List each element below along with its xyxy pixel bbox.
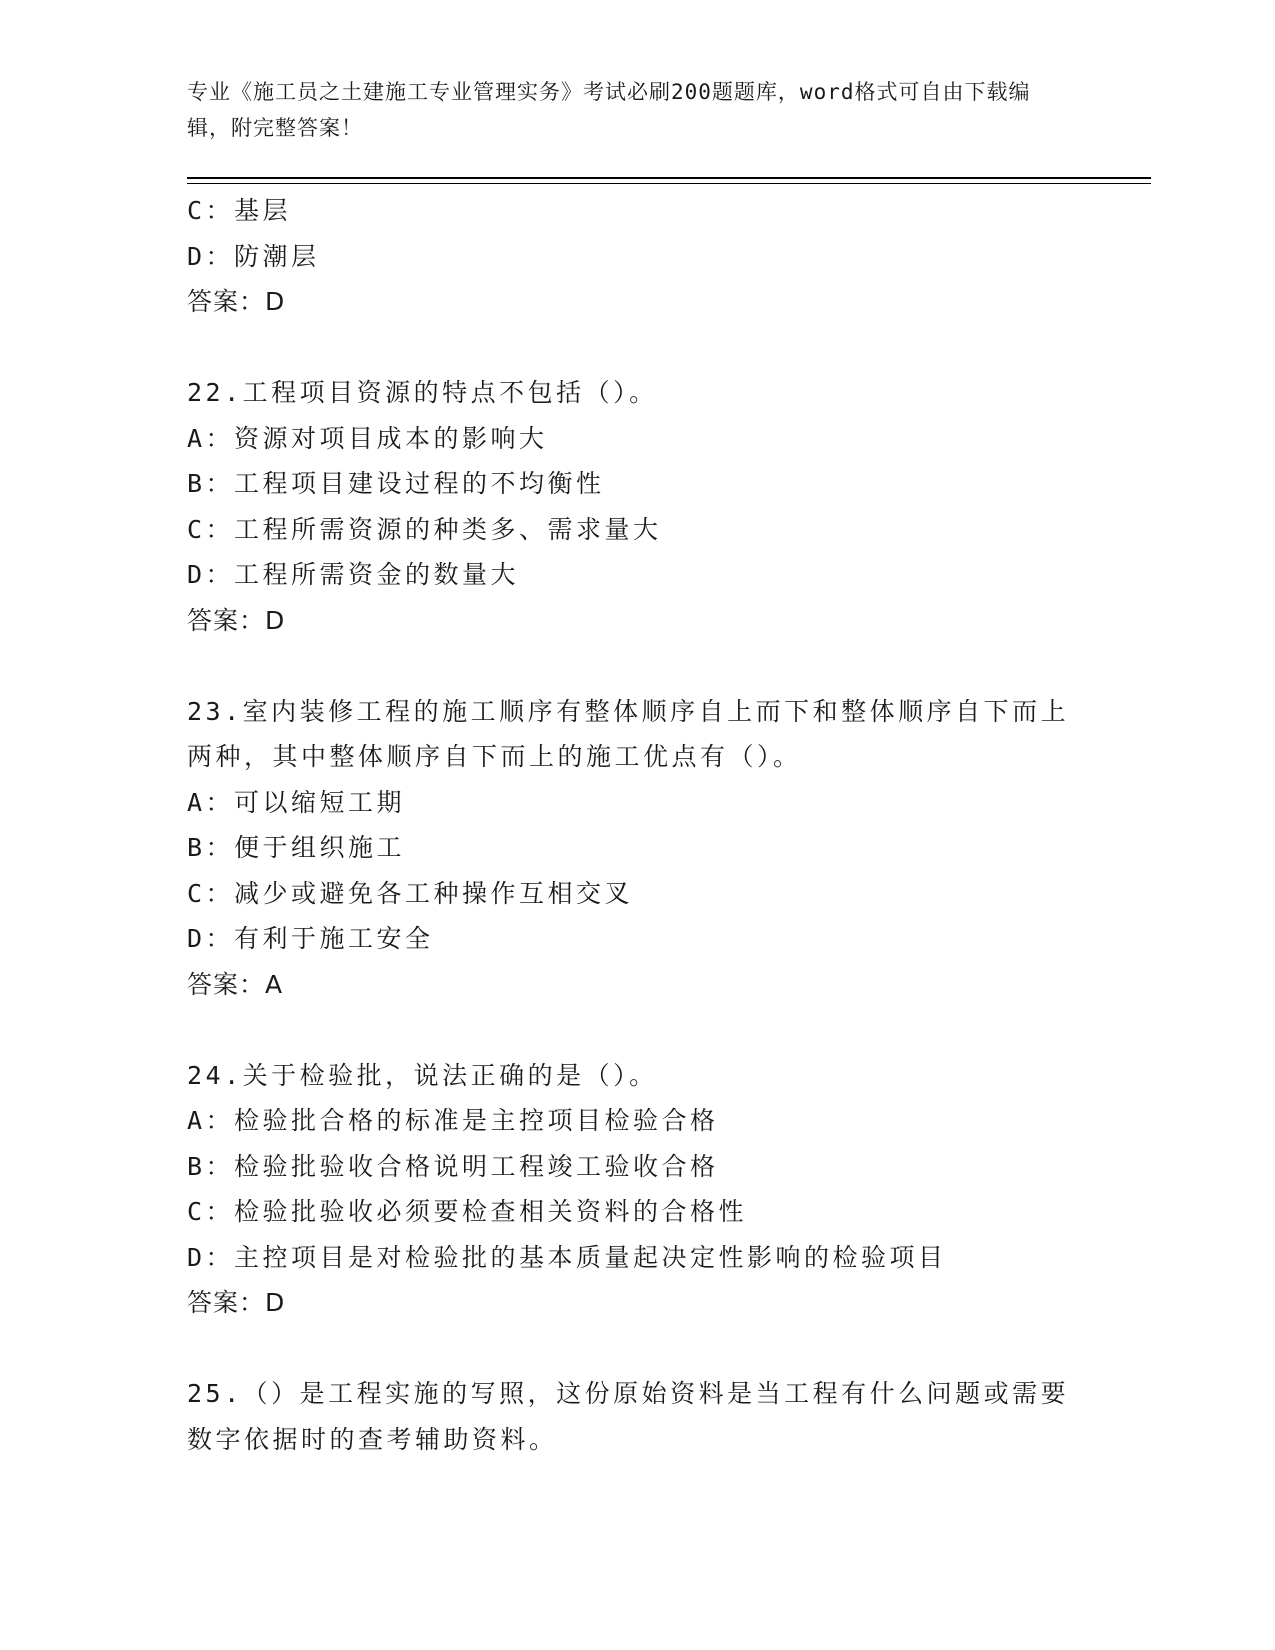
option-d: D：工程所需资金的数量大	[187, 560, 520, 589]
option-a: A：资源对项目成本的影响大	[187, 423, 548, 453]
option-d: D：主控项目是对检验批的基本质量起决定性影响的检验项目	[187, 1242, 947, 1272]
question-24	[187, 1053, 1087, 1372]
option-c: C：减少或避免各工种操作互相交叉	[187, 878, 634, 908]
header-divider-thick	[187, 177, 1151, 179]
option-a: A：检验批合格的标准是主控项目检验合格	[187, 1106, 719, 1135]
question-23	[187, 689, 1087, 1053]
question-text: 22.工程项目资源的特点不包括（）。	[187, 378, 658, 407]
spacer	[187, 1007, 1087, 1053]
answer-line: 答案：D	[187, 287, 286, 316]
option-b: B：便于组织施工	[187, 833, 406, 862]
option-c: C：工程所需资源的种类多、需求量大	[187, 514, 662, 544]
question-22	[187, 370, 1087, 689]
answer-line: 答案：D	[187, 605, 286, 635]
option-a: A：可以缩短工期	[187, 787, 406, 817]
answer-line: 答案：A	[187, 969, 284, 999]
question-25	[187, 1371, 1087, 1462]
header-divider-thin	[187, 183, 1151, 184]
question-21-tail	[187, 188, 1087, 370]
page-header: 专业《施工员之土建施工专业管理实务》考试必刷200题题库，word格式可自由下载编辑，附完整答案！	[187, 80, 1031, 140]
option-d: D：有利于施工安全	[187, 924, 434, 953]
question-list	[187, 188, 1087, 1462]
spacer	[187, 643, 1087, 689]
option-d: D：防潮层	[187, 241, 320, 271]
option-b: B：检验批验收合格说明工程竣工验收合格	[187, 1151, 719, 1181]
spacer	[187, 1326, 1087, 1372]
option-c: C：检验批验收必须要检查相关资料的合格性	[187, 1197, 748, 1226]
option-c: C：基层	[187, 196, 292, 225]
question-text: 23.室内装修工程的施工顺序有整体顺序自上而下和整体顺序自下而上两种，其中整体顺序自下而上的施工优点有（）。	[187, 696, 1070, 771]
spacer	[187, 325, 1087, 371]
option-b: B：工程项目建设过程的不均衡性	[187, 469, 605, 498]
question-text: 25.（）是工程实施的写照，这份原始资料是当工程有什么问题或需要数字依据时的查考辅助资料。	[187, 1379, 1070, 1454]
question-text: 24.关于检验批，说法正确的是（）。	[187, 1060, 658, 1090]
answer-line: 答案：D	[187, 1288, 286, 1317]
